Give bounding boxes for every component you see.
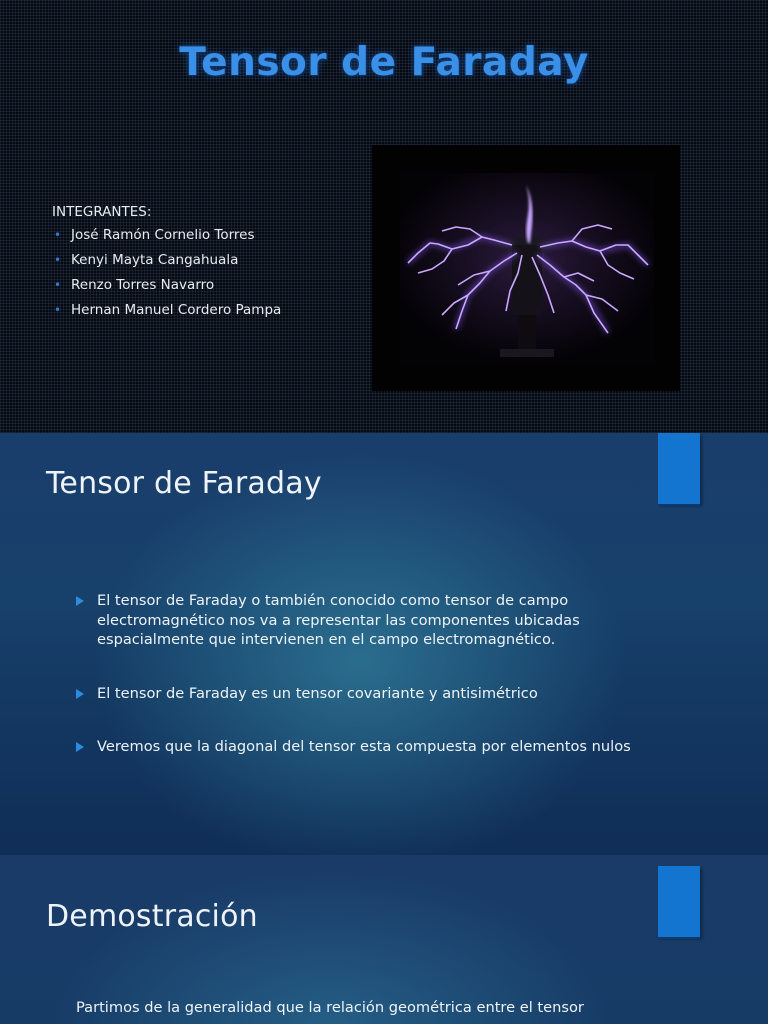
member-name: José Ramón Cornelio Torres <box>71 227 255 243</box>
triangle-bullet-icon <box>76 689 84 699</box>
lightning-icon <box>372 145 680 391</box>
list-item <box>76 591 636 650</box>
presentation-title: Tensor de Faraday <box>179 40 589 85</box>
bullet-dot-icon: • <box>54 303 62 317</box>
plasma-discharge-image <box>372 145 680 391</box>
content-slide-faraday <box>0 433 768 855</box>
slide-title: Demostración <box>46 899 258 934</box>
members-block <box>52 204 281 326</box>
title-slide <box>0 0 768 433</box>
members-list <box>52 226 281 326</box>
accent-bar <box>658 866 700 937</box>
slide-title: Tensor de Faraday <box>46 466 322 501</box>
member-name: Kenyi Mayta Cangahuala <box>71 252 239 268</box>
bullet-dot-icon: • <box>54 228 62 242</box>
accent-bar <box>658 433 700 504</box>
triangle-bullet-icon <box>76 596 84 606</box>
body-paragraph: Partimos de la generalidad que la relación geométrica entre el tensor <box>76 999 584 1016</box>
list-item <box>52 276 281 301</box>
bullet-dot-icon: • <box>54 253 62 267</box>
bullet-dot-icon: • <box>54 278 62 292</box>
list-item <box>76 737 636 757</box>
bullet-text: El tensor de Faraday es un tensor covariante y antisimétrico <box>97 684 538 702</box>
list-item <box>52 226 281 251</box>
bullet-list <box>76 591 636 757</box>
bullet-text: El tensor de Faraday o también conocido como tensor de campo electromagnético nos va a representar las componentes ubicadas espacialmente que intervienen en el campo electromagnético. <box>97 592 580 648</box>
content-slide-demostracion <box>0 855 768 1024</box>
members-heading: INTEGRANTES: <box>52 204 152 220</box>
member-name: Renzo Torres Navarro <box>71 277 215 293</box>
member-name: Hernan Manuel Cordero Pampa <box>71 302 282 318</box>
triangle-bullet-icon <box>76 742 84 752</box>
list-item <box>52 301 281 326</box>
list-item <box>52 251 281 276</box>
list-item <box>76 684 636 704</box>
bullet-text: Veremos que la diagonal del tensor esta compuesta por elementos nulos <box>97 738 631 755</box>
